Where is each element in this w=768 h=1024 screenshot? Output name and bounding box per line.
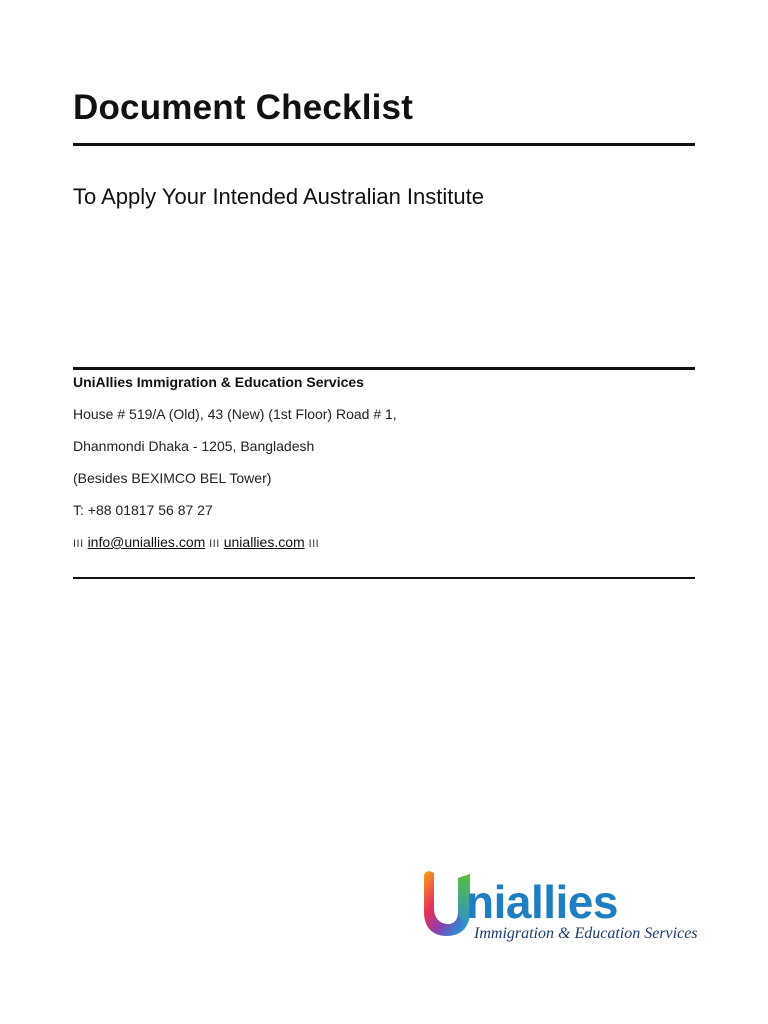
contact-top-divider	[73, 367, 695, 370]
separator: III	[73, 538, 84, 550]
phone-number: T: +88 01817 56 87 27	[73, 502, 213, 518]
separator: III	[308, 538, 320, 550]
website-link[interactable]: uniallies.com	[223, 534, 305, 550]
title-divider	[73, 143, 695, 146]
separator: III	[209, 538, 220, 550]
address-line-1: House # 519/A (Old), 43 (New) (1st Floor) Road # 1,	[73, 406, 397, 422]
company-name: UniAllies Immigration & Education Services	[73, 374, 364, 390]
uniallies-logo	[418, 868, 698, 952]
links-row	[73, 533, 695, 565]
document-subtitle: To Apply Your Intended Australian Institute	[73, 184, 484, 209]
document-title: Document Checklist	[73, 88, 414, 127]
address-line-2: Dhanmondi Dhaka - 1205, Bangladesh	[73, 438, 315, 454]
contact-block	[73, 373, 695, 565]
logo-tagline: Immigration & Education Services	[474, 925, 698, 942]
contact-bottom-divider	[73, 577, 695, 579]
email-link[interactable]: info@uniallies.com	[87, 534, 206, 550]
logo-wordmark: niallies	[466, 876, 618, 928]
address-landmark: (Besides BEXIMCO BEL Tower)	[73, 470, 272, 486]
